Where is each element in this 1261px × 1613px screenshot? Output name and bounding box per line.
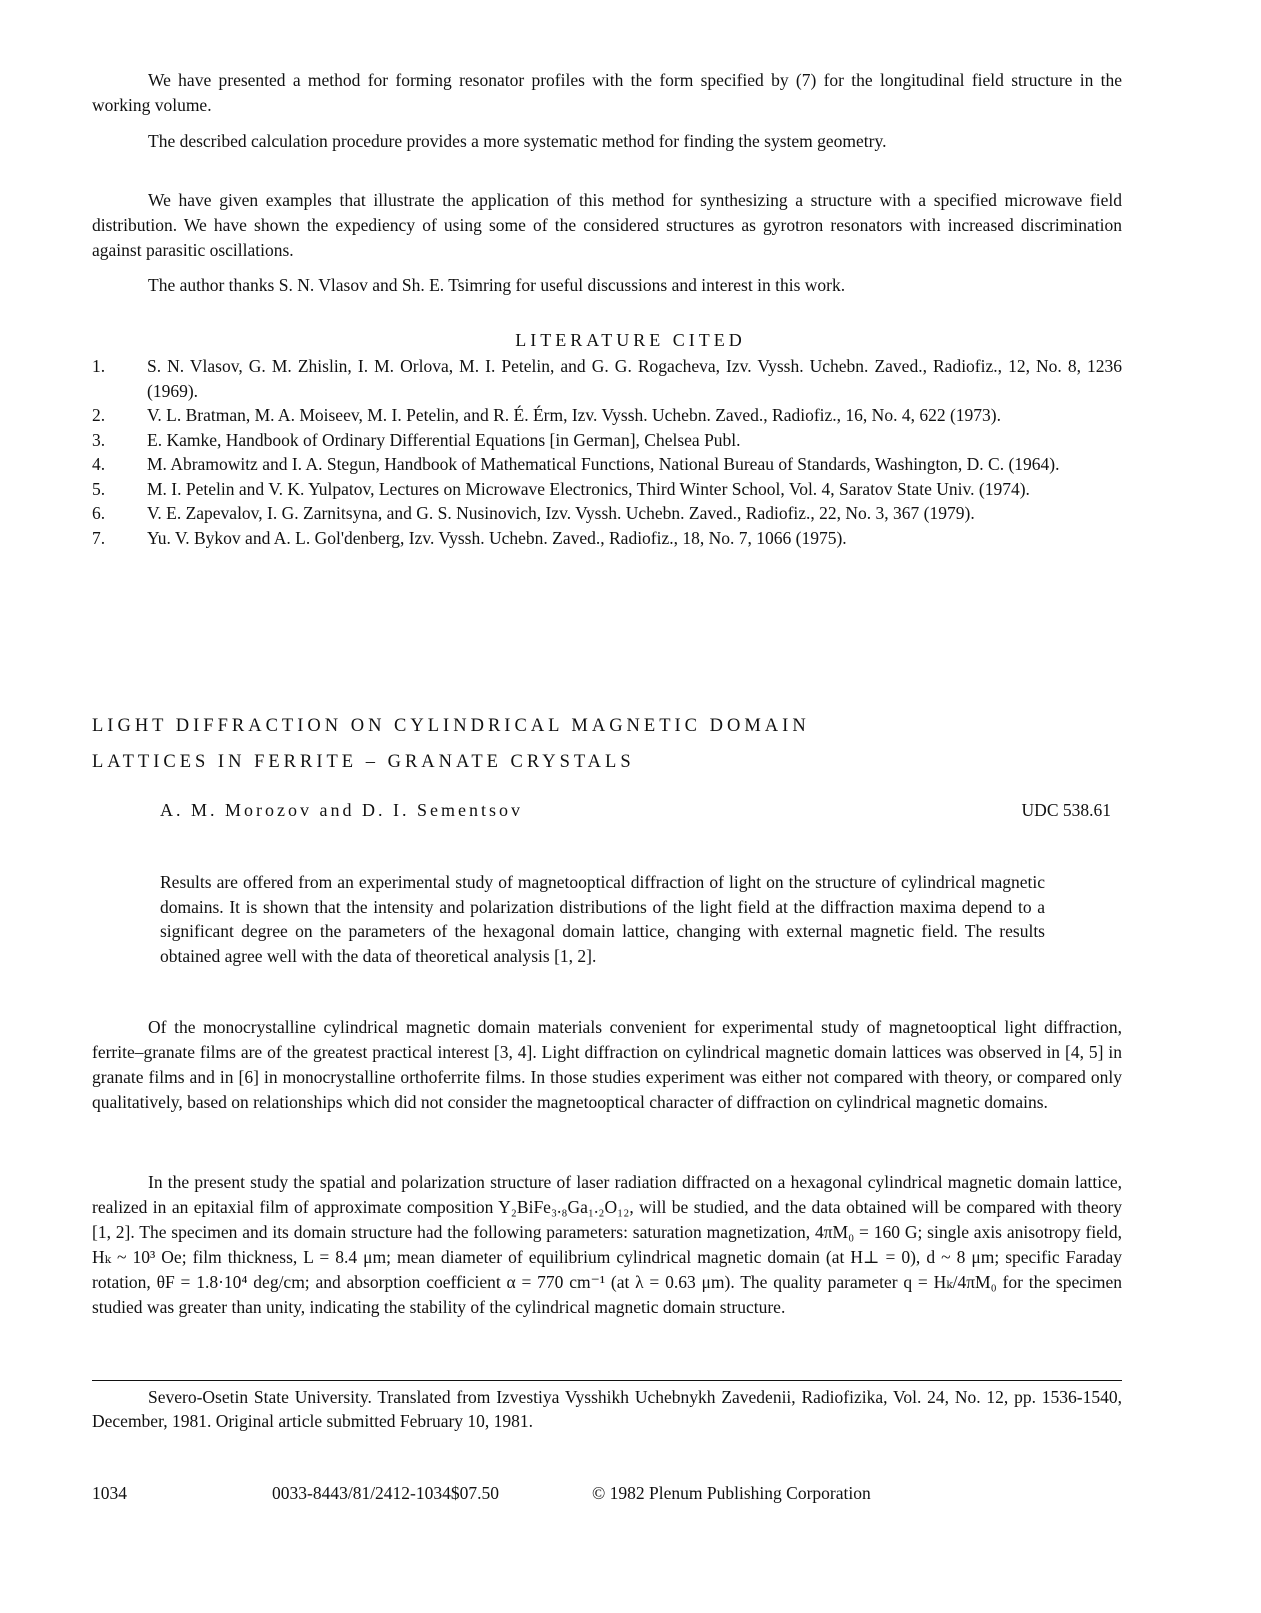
reference-item — [92, 452, 1122, 477]
copyright-notice: © 1982 Plenum Publishing Corporation — [592, 1483, 871, 1503]
article-code: 0033-8443/81/2412-1034$07.50 — [272, 1483, 500, 1503]
reference-item — [92, 403, 1122, 428]
reference-text: M. Abramowitz and I. A. Stegun, Handbook of Mathematical Functions, National Bureau of Standards, Washington, D. C. (1964). — [147, 454, 1060, 474]
reference-number: 1. — [92, 356, 106, 376]
reference-text: M. I. Petelin and V. K. Yulpatov, Lectures on Microwave Electronics, Third Winter School, Vol. 4, Saratov State Univ. (1974). — [147, 478, 1030, 499]
literature-cited-heading: LITERATURE CITED — [515, 330, 746, 350]
acknowledgment-paragraph: The author thanks S. N. Vlasov and Sh. E. Tsimring for useful discussions and interest in this work. — [148, 275, 846, 295]
conclusion-paragraph-2: The described calculation procedure provides a more systematic method for finding the system geometry. — [148, 131, 887, 151]
reference-text: V. E. Zapevalov, I. G. Zarnitsyna, and G. S. Nusinovich, Izv. Vyssh. Uchebn. Zaved., Radiofiz., 22, No. 3, 367 (1979). — [147, 503, 975, 523]
reference-item — [92, 526, 1122, 551]
body-paragraph-2: In the present study the spatial and polarization structure of laser radiation diffracted on a hexagonal cylindrical magnetic domain lattice, realized in an epitaxial film of approximate composition Y₂BiFe₃.₈Ga₁.₂O₁₂, will be studied, and the data obtained will be compared with theory [1, 2]. The specimen and its domain structure had the following parameters: saturation magnetization, 4πM₀ = 160 G; single axis anisotropy field, Hₖ ~ 10³ Oe; film thickness, L = 8.4 μm; mean diameter of equilibrium cylindrical magnetic domain (at H⊥ = 0), d ~ 8 μm; specific Faraday rotation, θF = 1.8·10⁴ deg/cm; and absorption coefficient α = 770 cm⁻¹ (at λ = 0.63 μm). The quality parameter q = Hₖ/4πM₀ for the specimen studied was greater than unity, indicating the stability of the cylindrical magnetic domain structure. — [92, 1172, 1122, 1317]
reference-text: E. Kamke, Handbook of Ordinary Differential Equations [in German], Chelsea Publ. — [147, 429, 741, 450]
reference-item — [92, 428, 1122, 453]
udc-code: UDC 538.61 — [1021, 800, 1111, 820]
reference-number: 2. — [92, 405, 106, 425]
reference-item — [92, 501, 1122, 526]
article-abstract: Results are offered from an experimental study of magnetooptical diffraction of light on the structure of cylindrical magnetic domains. It is shown that the intensity and polarization distributions of the light field at the diffraction maxima depend to a significant degree on the parameters of the hexagonal domain lattice, changing with external magnetic field. The results obtained agree well with the data of theoretical analysis [1, 2]. — [160, 872, 1045, 966]
page-number: 1034 — [92, 1483, 127, 1503]
affiliation-footnote: Severo-Osetin State University. Translated from Izvestiya Vysshikh Uchebnykh Zavedenii, Radiofizika, Vol. 24, No. 12, pp. 1536-1540, December, 1981. Original article submitted February 10, 1981. — [92, 1387, 1122, 1431]
reference-number: 4. — [92, 454, 106, 474]
reference-list — [92, 354, 1122, 550]
reference-number: 7. — [92, 527, 106, 548]
conclusion-paragraph-3: We have given examples that illustrate the application of this method for synthesizing a structure with a specified microwave field distribution. We have shown the expediency of using some of the considered structures as gyrotron resonators with increased discrimination against parasitic oscillations. — [92, 190, 1122, 260]
article-title-line-2: LATTICES IN FERRITE – GRANATE CRYSTALS — [92, 752, 635, 772]
reference-item — [92, 354, 1122, 403]
footnote-divider — [92, 1380, 1122, 1381]
article-title-line-1: LIGHT DIFFRACTION ON CYLINDRICAL MAGNETIC DOMAIN — [92, 716, 810, 736]
body-paragraph-1: Of the monocrystalline cylindrical magnetic domain materials convenient for experimental study of magnetooptical light diffraction, ferrite–granate films are of the greatest practical interest [3, 4]. Light diffraction on cylindrical magnetic domain lattices was observed in [4, 5] in granate films and in [6] in monocrystalline orthoferrite films. In those studies experiment was either not compared with theory, or compared only qualitatively, based on relationships which did not consider the magnetooptical character of diffraction on cylindrical magnetic domains. — [92, 1017, 1122, 1112]
article-authors: A. M. Morozov and D. I. Sementsov — [160, 800, 523, 820]
reference-item — [92, 477, 1122, 502]
reference-text: V. L. Bratman, M. A. Moiseev, M. I. Petelin, and R. É. Érm, Izv. Vyssh. Uchebn. Zaved., Radiofiz., 16, No. 4, 622 (1973). — [147, 405, 1001, 425]
reference-number: 6. — [92, 503, 106, 523]
reference-text: Yu. V. Bykov and A. L. Gol'denberg, Izv. Vyssh. Uchebn. Zaved., Radiofiz., 18, No. 7, 1066 (1975). — [147, 527, 847, 548]
reference-text: S. N. Vlasov, G. M. Zhislin, I. M. Orlova, M. I. Petelin, and G. G. Rogacheva, Izv. Vyssh. Uchebn. Zaved., Radiofiz., 12, No. 8, 1236 (1969). — [147, 356, 1122, 401]
reference-number: 5. — [92, 478, 106, 499]
reference-number: 3. — [92, 429, 106, 450]
conclusion-paragraph-1: We have presented a method for forming resonator profiles with the form specified by (7) for the longitudinal field structure in the working volume. — [92, 70, 1122, 115]
